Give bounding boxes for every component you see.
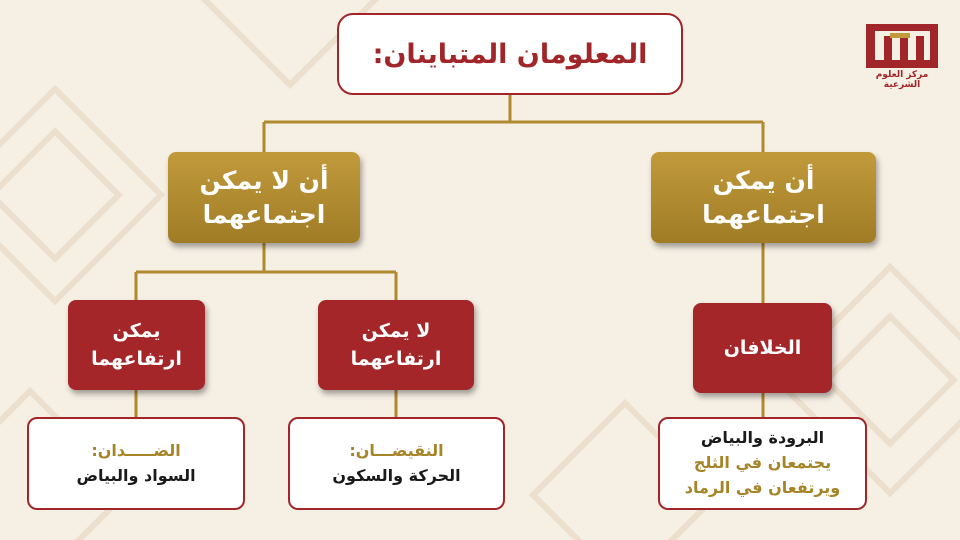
khilafan-example-line1: يجتمعان في الثلج: [693, 453, 832, 473]
branch-cannot-combine-label: أن لا يمكن اجتماعهما: [199, 165, 329, 229]
brand-logo: [862, 20, 942, 90]
branch-can-combine-label: أن يمكن اجتماعهما: [702, 165, 825, 229]
khilafan-example-title: البرودة والبياض: [700, 428, 825, 448]
contradictories-term: النقيضـــان:: [349, 440, 444, 460]
node-can-lift: [68, 300, 205, 390]
node-khilafan: [693, 303, 832, 393]
contradictories-example: الحركة والسكون: [332, 465, 461, 485]
node-cannot-lift: [318, 300, 474, 390]
logo-subtitle: مركز العلوم الشرعية: [875, 70, 929, 90]
node-can-lift-label: يمكن ارتفاعهما: [91, 319, 182, 370]
branch-cannot-combine: [168, 152, 360, 243]
example-box-contraries: [27, 417, 245, 510]
title-text: المعلومان المتباينان:: [372, 38, 648, 70]
example-box-contradictories: [288, 417, 505, 510]
khilafan-example-line2: ويرتفعان في الرماد: [684, 477, 841, 497]
node-cannot-lift-label: لا يمكن ارتفاعهما: [350, 319, 442, 370]
branch-can-combine: [651, 152, 876, 243]
logo-mark-icon: [862, 20, 942, 72]
contraries-term: الضـــــدان:: [91, 440, 181, 460]
node-khilafan-label: الخلافان: [723, 336, 802, 359]
contraries-example: السواد والبياض: [76, 465, 196, 485]
diagram-title: [337, 13, 683, 95]
example-box-khilafan: [658, 417, 867, 510]
